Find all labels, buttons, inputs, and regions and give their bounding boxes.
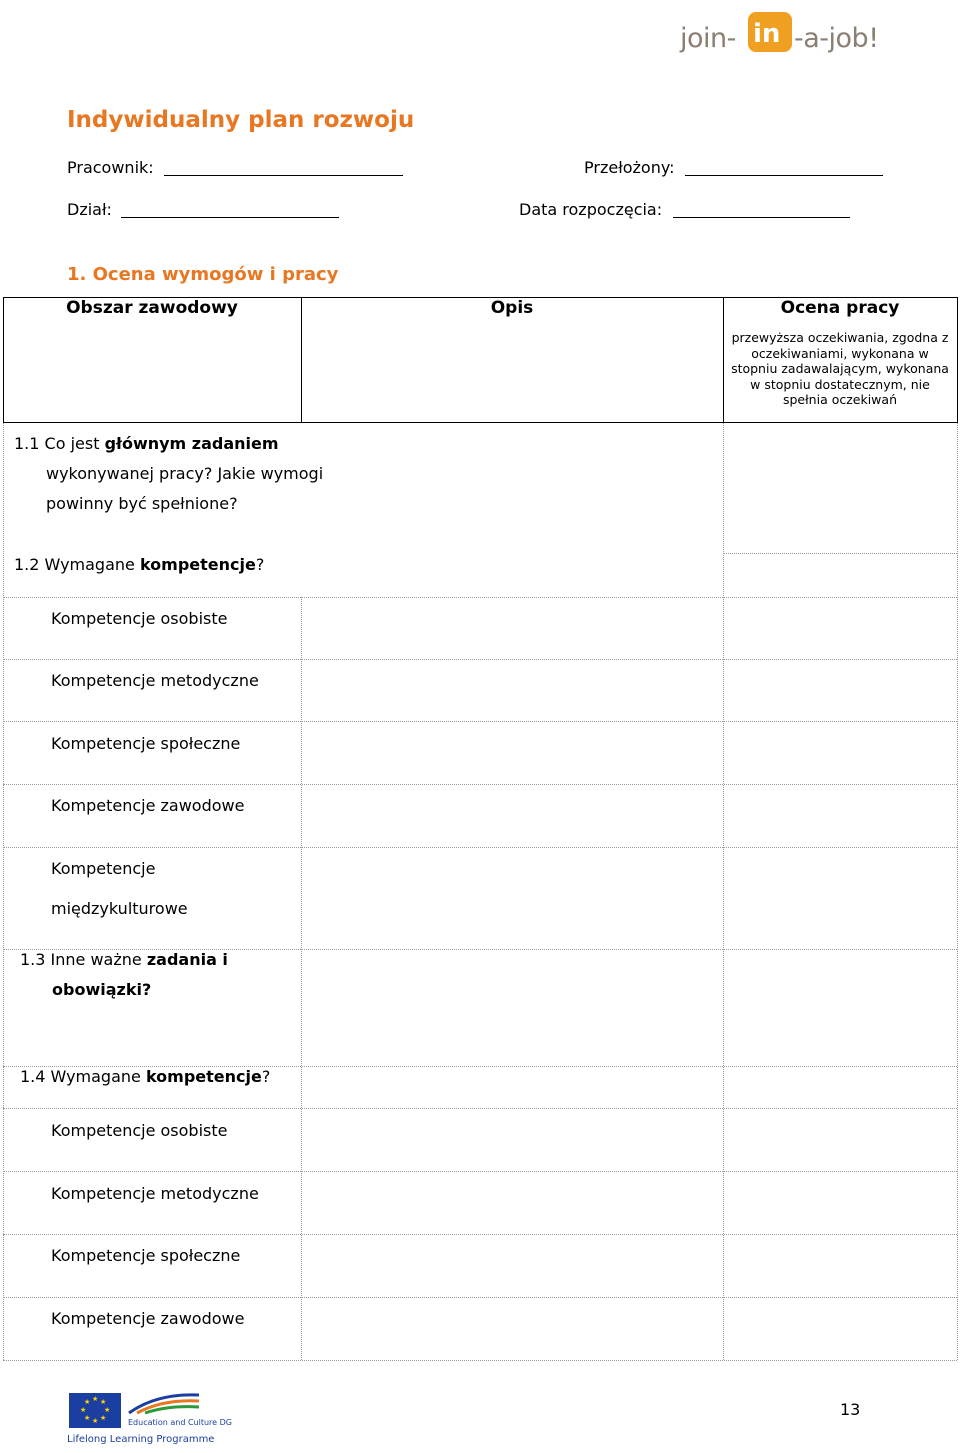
question-1-1: 1.1 Co jest głównym zadaniem wykonywanej pracy? Jakie wymogi powinny być spełnione? [14,434,324,513]
comp-b-zawodowe: Kompetencje zawodowe [51,1309,245,1328]
question-1-3: 1.3 Inne ważne zadania i [20,950,228,969]
table-right-border [957,297,958,423]
question-1-3-line2: obowiązki? [52,980,152,999]
edc-label: Education and Culture DG [128,1418,232,1427]
question-1-4: 1.4 Wymagane kompetencje? [20,1067,271,1086]
pracownik-line[interactable] [164,175,403,176]
question-1-2: 1.2 Wymagane kompetencje? [14,555,265,574]
table-header-bottom-border [3,422,958,423]
comp-b-metodyczne: Kompetencje metodyczne [51,1184,259,1203]
data-rozpoczecia-line[interactable] [673,217,850,218]
comp-a-zawodowe: Kompetencje zawodowe [51,796,245,815]
comp-a-osobiste: Kompetencje osobiste [51,609,228,628]
ocena-scale-note: przewyższa oczekiwania, zgodna z oczekiwaniami, wykonana w stopniu zadawalającym, wykonana w stopniu dostatecznym, nie spełnia oczekiwań [731,330,949,407]
body-col-divider-2 [723,423,724,1360]
body-left-border [3,423,4,1360]
header-obszar-zawodowy: Obszar zawodowy [66,298,238,318]
row-divider [3,597,957,598]
section-title: 1. Ocena wymogów i pracy [67,264,339,285]
comp-intercultural-line1: Kompetencje [51,859,156,878]
przelozony-label: Przełożony: [584,158,675,177]
row-divider [3,1171,957,1172]
eu-flag-icon: ★ ★ ★ ★ ★ ★ ★ ★ [69,1393,121,1428]
comp-b-osobiste: Kompetencje osobiste [51,1121,228,1140]
logo-highlight: in [753,19,781,49]
dzial-line[interactable] [121,217,339,218]
join-in-a-job-logo [680,10,890,56]
logo-prefix: join- [680,23,736,54]
row-divider [3,721,957,722]
comp-intercultural-line2: międzykulturowe [51,899,188,918]
przelozony-line[interactable] [685,175,883,176]
comp-a-spoleczne: Kompetencje społeczne [51,734,241,753]
row-divider [3,847,957,848]
logo-suffix: -a-job! [794,23,879,54]
llp-label: Lifelong Learning Programme [67,1434,215,1445]
pracownik-label: Pracownik: [67,158,154,177]
page-number: 13 [840,1400,861,1419]
row-divider [3,1297,957,1298]
dzial-label: Dział: [67,200,112,219]
comp-b-spoleczne: Kompetencje społeczne [51,1246,241,1265]
header-ocena-pracy: Ocena pracy [780,298,900,318]
education-culture-swoosh-icon [127,1391,201,1417]
data-rozpoczecia-label: Data rozpoczęcia: [519,200,663,219]
header-opis: Opis [490,298,534,318]
row-divider [3,659,957,660]
body-right-border [957,423,958,1360]
comp-a-metodyczne: Kompetencje metodyczne [51,671,259,690]
body-col-divider-1 [301,597,302,1360]
row-divider [3,1108,957,1109]
table-bottom-border [3,1360,957,1361]
row-divider [3,784,957,785]
row-divider [723,553,957,554]
page-title: Indywidualny plan rozwoju [67,107,415,133]
row-divider [3,1234,957,1235]
